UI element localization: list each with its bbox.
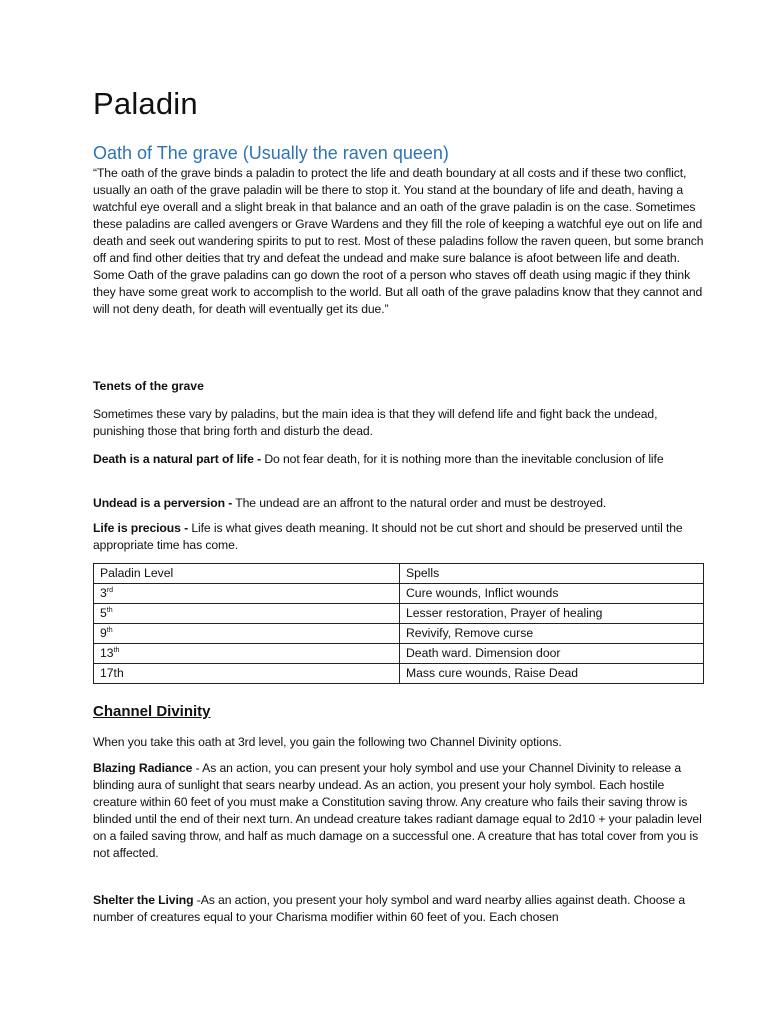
feature-text: - As an action, you can present your holy symbol and use your Channel Divinity to release a blinding aura of sunlight that sears nearby undead. As an action, you present your holy symbol. Each hostile creature within 60 feet of you must make a Constitution saving throw. Any creature who fails their saving throw is blinded until the end of their next turn. An undead creature takes radiant damage equal to 2d10 + your paladin level on a failed saving throw, and half as much damage on a successful one. A creature that has total cover from you is not affected.: [93, 761, 702, 860]
header-cell-level: Paladin Level: [94, 564, 400, 584]
table-row: [94, 604, 704, 624]
level-cell: 13th: [94, 644, 400, 664]
spells-cell: Lesser restoration, Prayer of healing: [400, 604, 704, 624]
level-cell: 9th: [94, 624, 400, 644]
level-cell: 3rd: [94, 584, 400, 604]
level-cell: 5th: [94, 604, 400, 624]
spells-cell: Death ward. Dimension door: [400, 644, 704, 664]
oath-spells-table: [93, 563, 704, 684]
page-title: Paladin: [93, 86, 198, 121]
feature-text: -As an action, you present your holy symbol and ward nearby allies against death. Choose a number of creatures equal to your Charisma modifier within 60 feet of you. Each chosen: [93, 893, 686, 924]
table-header-row: [94, 564, 704, 584]
spells-cell: Cure wounds, Inflict wounds: [400, 584, 704, 604]
tenet-text: Life is what gives death meaning. It should not be cut short and should be preserved until the appropriate time has come.: [93, 521, 683, 552]
tenet-name: Death is a natural part of life -: [93, 452, 262, 466]
table-row: [94, 644, 704, 664]
feature-name: Blazing Radiance: [93, 761, 193, 775]
tenet-name: Undead is a perversion -: [93, 496, 233, 510]
spells-cell: Revivify, Remove curse: [400, 624, 704, 644]
shelter-the-living-paragraph: [93, 892, 704, 926]
table-row: [94, 664, 704, 684]
table-row: [94, 624, 704, 644]
spells-cell: Mass cure wounds, Raise Dead: [400, 664, 704, 684]
tenet-item: [93, 520, 704, 554]
tenets-intro: Sometimes these vary by paladins, but the main idea is that they will defend life and fight back the undead, punishing those that bring forth and disturb the dead.: [93, 407, 658, 438]
feature-name: Shelter the Living: [93, 893, 194, 907]
tenet-item: [93, 451, 704, 468]
page-subtitle: Oath of The grave (Usually the raven queen): [93, 143, 449, 163]
tenet-text: Do not fear death, for it is nothing more than the inevitable conclusion of life: [261, 452, 664, 466]
tenet-text: The undead are an affront to the natural order and must be destroyed.: [232, 496, 607, 510]
header-cell-spells: Spells: [400, 564, 704, 584]
tenet-item: [93, 495, 704, 512]
table-row: [94, 584, 704, 604]
tenet-name: Life is precious -: [93, 521, 189, 535]
blazing-radiance-paragraph: [93, 760, 704, 862]
channel-divinity-intro: When you take this oath at 3rd level, you gain the following two Channel Divinity options.: [93, 735, 562, 749]
tenets-heading: Tenets of the grave: [93, 379, 204, 393]
intro-paragraph: “The oath of the grave binds a paladin to protect the life and death boundary at all costs and if these two conflict, usually an oath of the grave paladin will be there to stop it. You stand at the boundary of life and death, having a watchful eye overall and a slight break in that balance and an oath of the grave paladin is on the case. Sometimes these paladins are called avengers or Grave Wardens and they fill the role of keeping a watchful eye out on life and death and seek out wandering spirits to put to rest. Most of these paladins follow the raven queen, but some branch off and find other deities that try and defeat the undead and make sure balance is afoot between life and death. Some Oath of the grave paladins can go down the root of a person who staves off death using magic if they think they have some great work to accomplish to the world. But all oath of the grave paladins know that they cannot and will not deny death, for death will eventually get its due.”: [93, 166, 704, 316]
channel-divinity-heading: Channel Divinity: [93, 703, 211, 720]
level-cell: 17th: [94, 664, 400, 684]
